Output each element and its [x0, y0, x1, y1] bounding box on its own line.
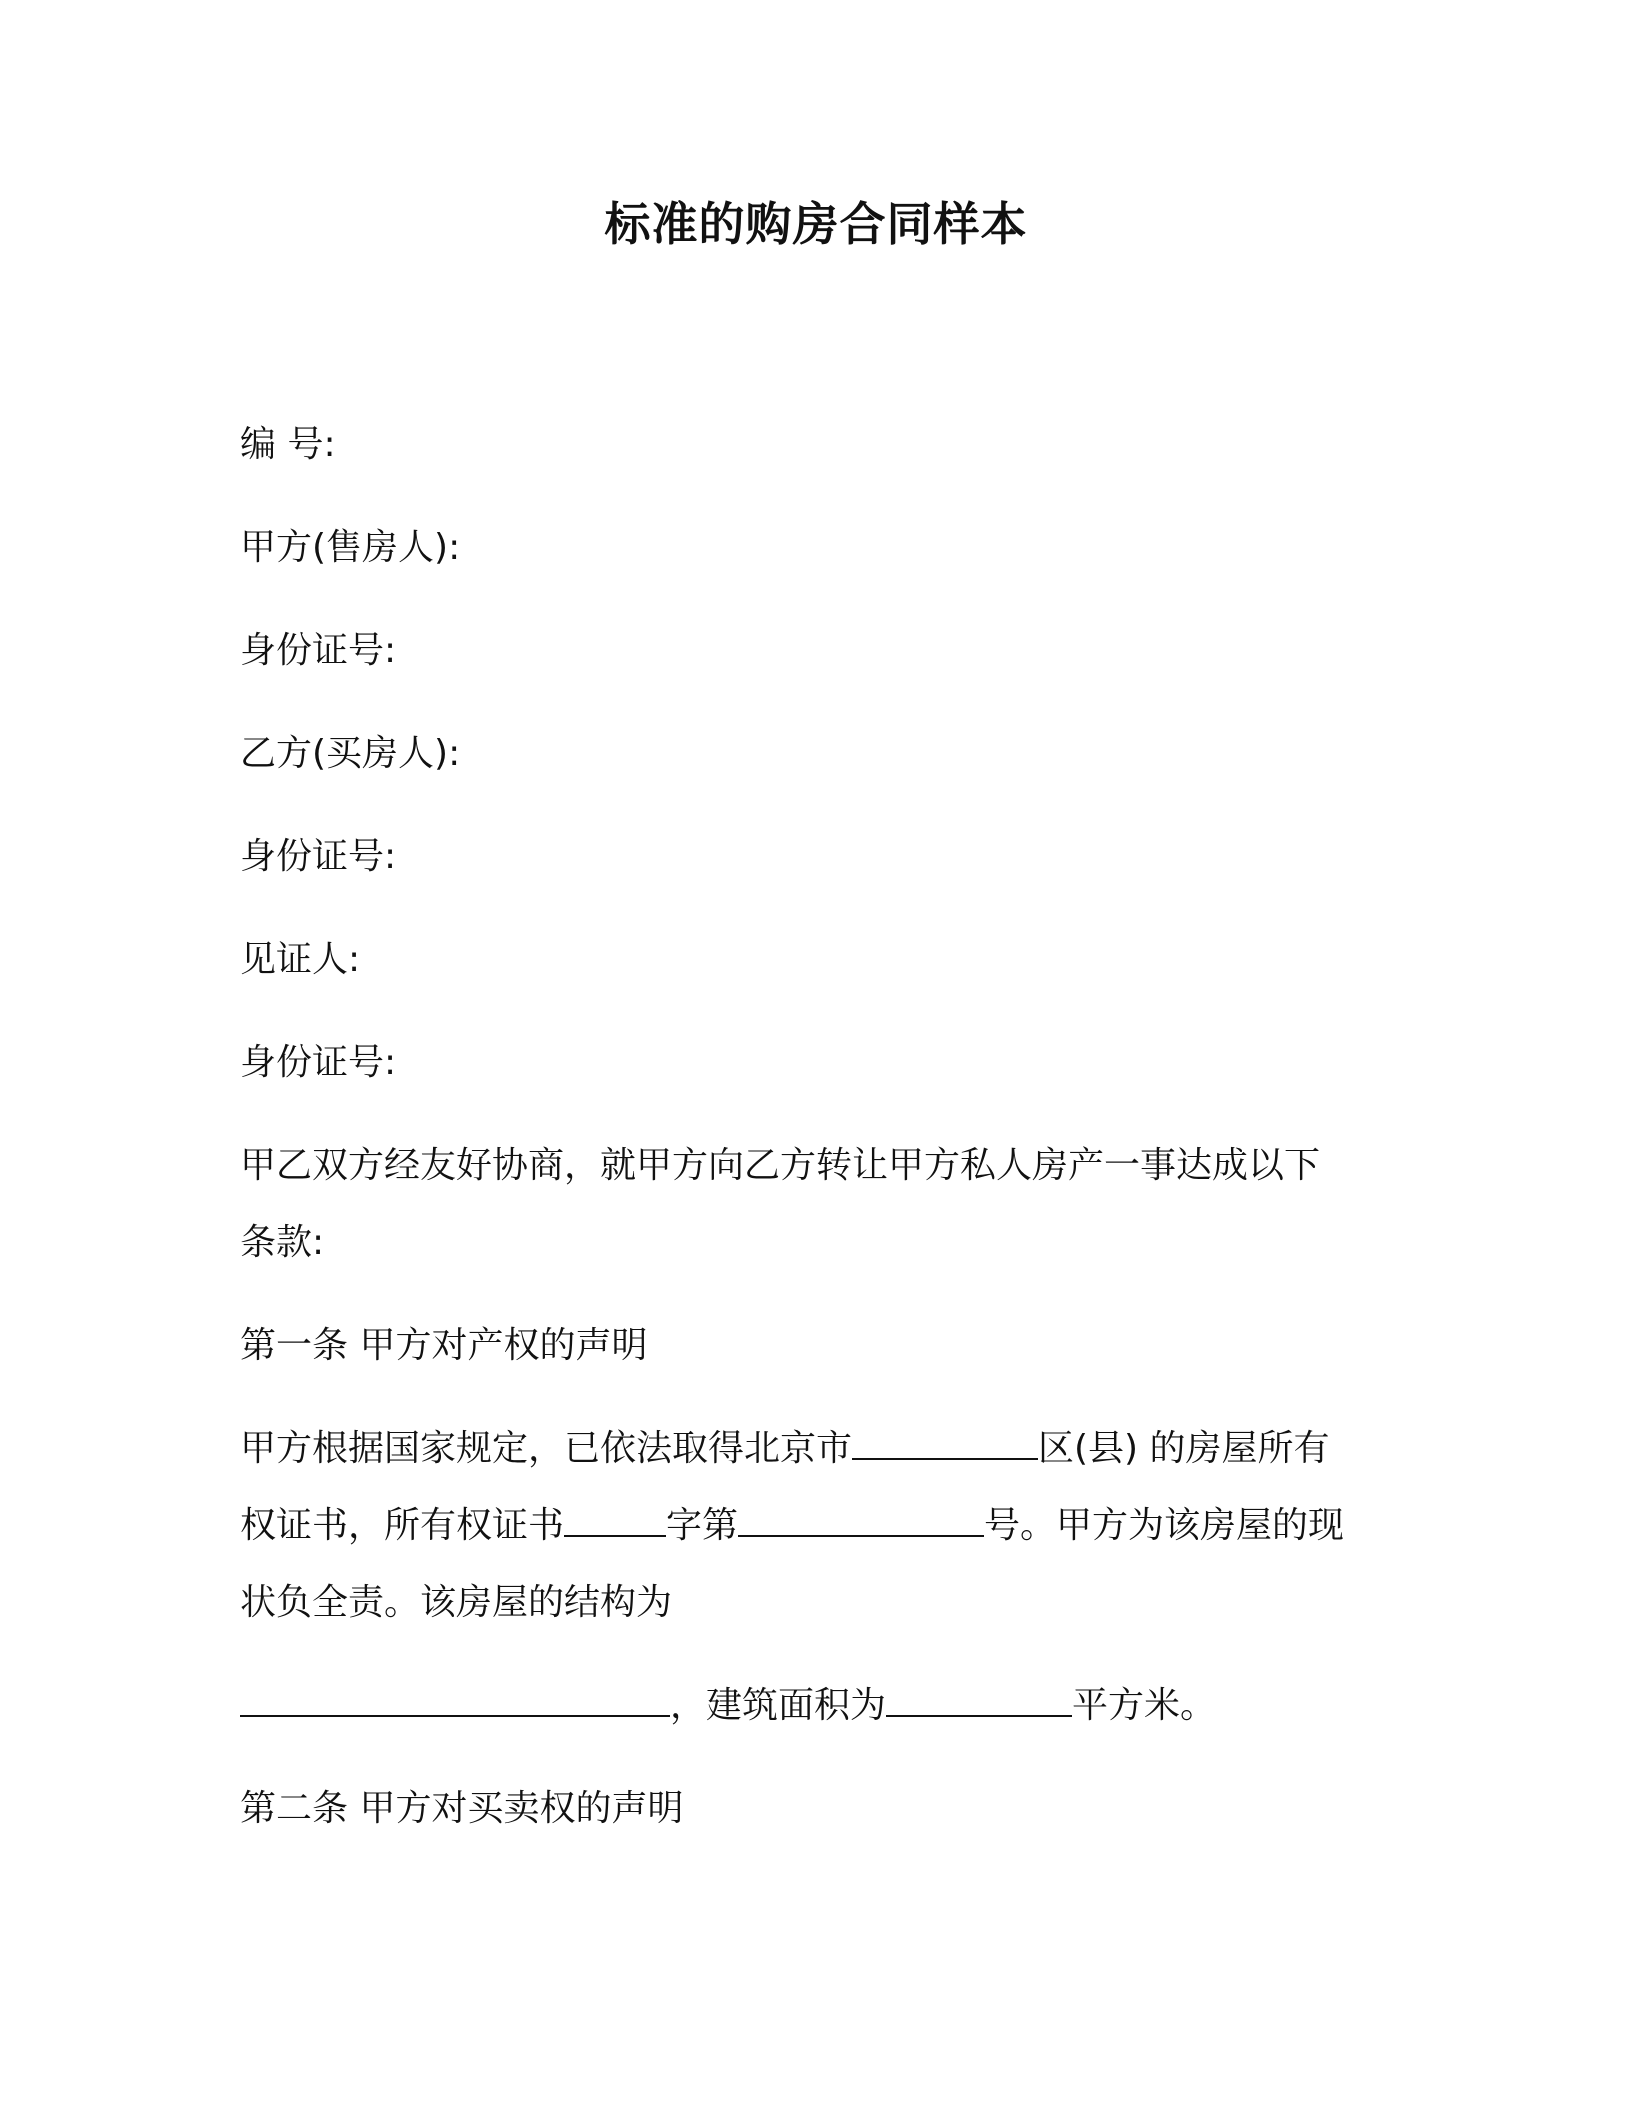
article-1-text: 平方米。 [1072, 1685, 1217, 1726]
article-1-line-4 [240, 1681, 1216, 1731]
article-1-text: 权证书，所有权证书 [240, 1505, 565, 1546]
article-1-line-1 [240, 1424, 1330, 1474]
document-title: 标准的购房合同样本 [604, 197, 1028, 251]
preamble-line-2: 条款: [240, 1222, 325, 1263]
field-number: 编 号: [240, 424, 336, 465]
article-1-heading: 第一条 甲方对产权的声明 [240, 1325, 648, 1366]
field-witness: 见证人: [240, 939, 361, 980]
article-1-line-2 [240, 1501, 1344, 1551]
article-1-text: 甲方根据国家规定，已依法取得北京市 [240, 1428, 853, 1469]
article-1-text: 号。甲方为该房屋的现 [984, 1505, 1345, 1546]
structure-blank [240, 1681, 670, 1717]
article-1-text: ，建筑面积为 [670, 1685, 887, 1726]
article-2-heading: 第二条 甲方对买卖权的声明 [240, 1788, 684, 1829]
preamble-line-1: 甲乙双方经友好协商，就甲方向乙方转让甲方私人房产一事达成以下 [240, 1145, 1321, 1186]
field-witness-id: 身份证号: [240, 1042, 397, 1083]
field-party-b-id: 身份证号: [240, 836, 397, 877]
area-blank [886, 1681, 1072, 1717]
certificate-prefix-blank [564, 1501, 666, 1537]
article-1-line-3: 状负全责。该房屋的结构为 [240, 1582, 673, 1623]
field-party-a-id: 身份证号: [240, 630, 397, 671]
article-1-text: 字第 [666, 1505, 739, 1546]
article-1-text: 区(县) 的房屋所有 [1038, 1428, 1330, 1469]
field-party-b: 乙方(买房人): [240, 733, 461, 774]
district-blank [852, 1424, 1038, 1460]
field-party-a: 甲方(售房人): [240, 527, 461, 568]
certificate-number-blank [738, 1501, 984, 1537]
